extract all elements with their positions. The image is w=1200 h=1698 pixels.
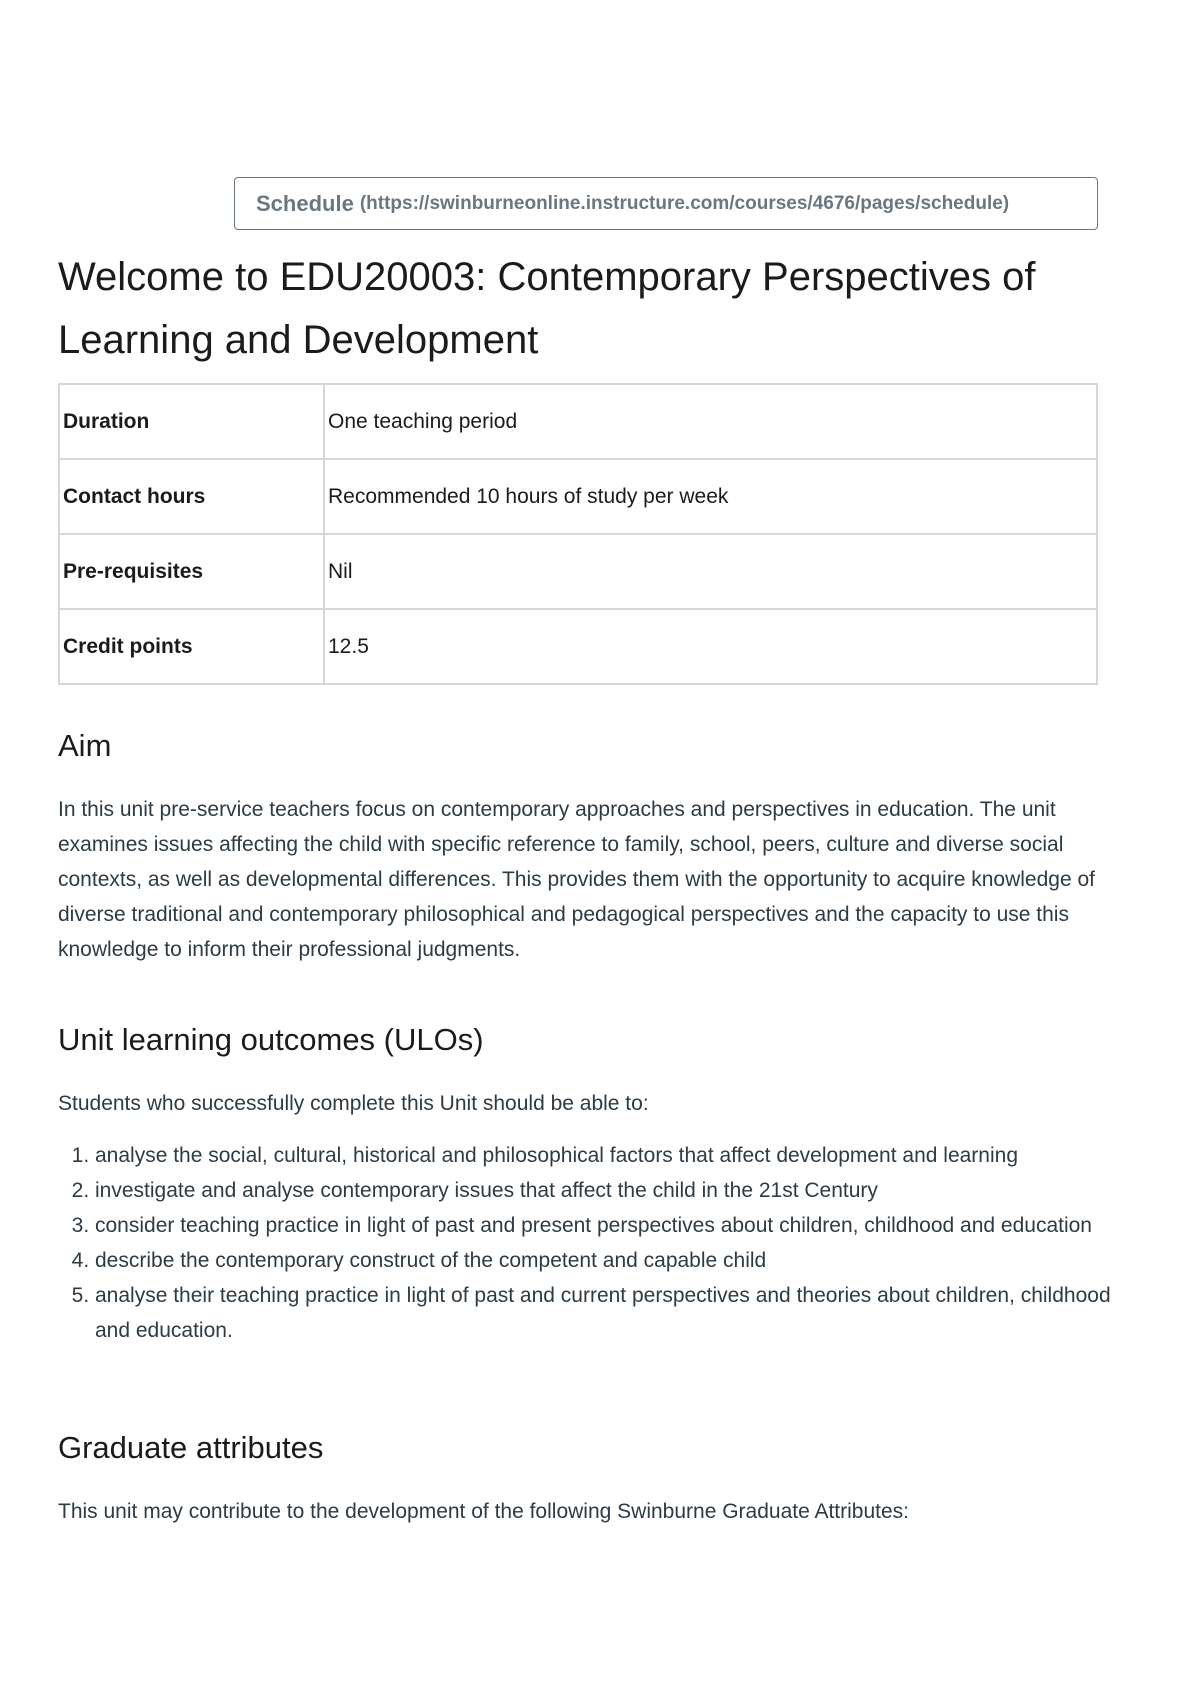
ulos-list: [58, 1138, 1137, 1348]
page-title: Welcome to EDU20003: Contemporary Perspectives of Learning and Development: [58, 255, 1036, 362]
unit-info-table: [58, 383, 1098, 685]
table-key-duration: Duration: [59, 384, 324, 459]
ulos-intro: Students who successfully complete this Unit should be able to:: [58, 1092, 649, 1115]
table-key-contact-hours: Contact hours: [59, 459, 324, 534]
ulos-heading: Unit learning outcomes (ULOs): [58, 1022, 484, 1057]
schedule-link[interactable]: [234, 177, 1098, 230]
table-row: [59, 459, 1097, 534]
table-row: [59, 609, 1097, 684]
aim-heading: Aim: [58, 728, 112, 763]
list-item: 2. investigate and analyse contemporary issues that affect the child in the 21st Century: [95, 1173, 1137, 1208]
table-key-credit-points: Credit points: [59, 609, 324, 684]
schedule-link-url[interactable]: (https://swinburneonline.instructure.com/courses/4676/pages/schedule): [359, 192, 1010, 214]
list-item: 3. consider teaching practice in light of past and present perspectives about children, childhood and education: [95, 1208, 1137, 1243]
list-item: 1. analyse the social, cultural, historical and philosophical factors that affect development and learning: [95, 1138, 1137, 1173]
schedule-link-label[interactable]: Schedule: [256, 190, 354, 216]
graduate-attributes-heading: Graduate attributes: [58, 1430, 324, 1465]
table-value-contact-hours: Recommended 10 hours of study per week: [324, 459, 1097, 534]
aim-text: In this unit pre-service teachers focus on contemporary approaches and perspectives in education. The unit examines issues affecting the child with specific reference to family, school, peers, culture and diverse social contexts, as well as developmental differences. This provides them with the opportunity to acquire knowledge of diverse traditional and contemporary philosophical and pedagogical perspectives and the capacity to use this knowledge to inform their professional judgments.: [58, 798, 1095, 961]
table-key-prerequisites: Pre-requisites: [59, 534, 324, 609]
table-value-duration: One teaching period: [324, 384, 1097, 459]
list-item: 4. describe the contemporary construct of the competent and capable child: [95, 1243, 1137, 1278]
graduate-attributes-intro: This unit may contribute to the development of the following Swinburne Graduate Attributes:: [58, 1500, 909, 1523]
table-row: [59, 534, 1097, 609]
table-value-credit-points: 12.5: [324, 609, 1097, 684]
table-row: [59, 384, 1097, 459]
list-item: 5. analyse their teaching practice in light of past and current perspectives and theories about children, childhood and education.: [95, 1278, 1137, 1348]
table-value-prerequisites: Nil: [324, 534, 1097, 609]
